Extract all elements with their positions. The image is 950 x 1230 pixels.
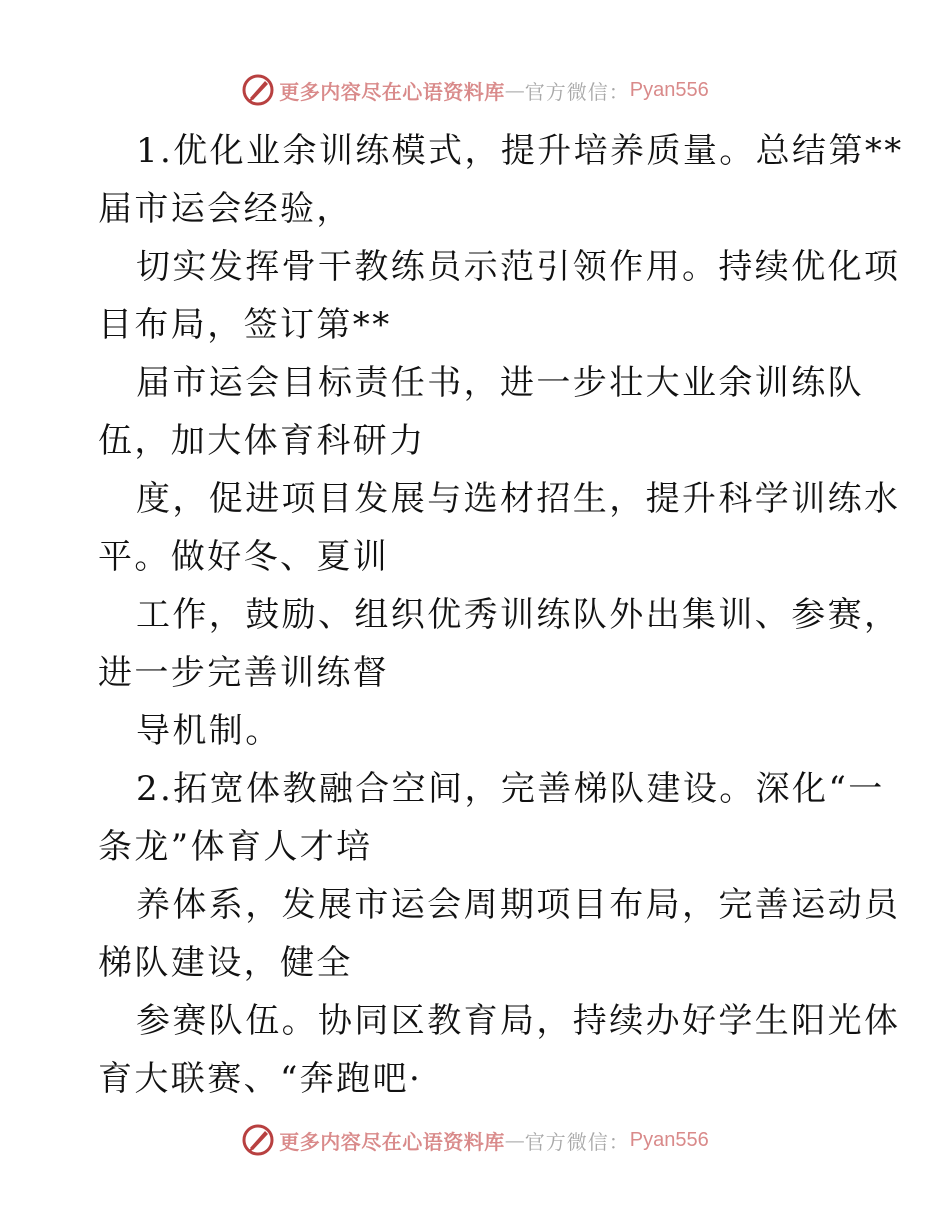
quill-logo-icon [241,73,275,107]
text-line: 目布局，签订第** [98,305,392,345]
watermark-wechat-id: Pyan556 [629,78,709,101]
text-line: 届市运会经验， [98,189,353,229]
watermark-header [0,70,950,110]
watermark-wechat-id: Pyan556 [629,1128,709,1151]
text-line: 2.拓宽体教融合空间，完善梯队建设。深化“一 [136,769,885,809]
document-body [98,122,904,1108]
text-line: 届市运会目标责任书，进一步壮大业余训练队 [136,363,864,403]
text-line: 条龙”体育人才培 [98,827,373,867]
text-line: 梯队建设，健全 [98,943,353,983]
watermark-footer [0,1120,950,1160]
text-line: 1.优化业余训练模式，提升培养质量。总结第** [136,131,904,171]
text-line: 平。做好冬、夏训 [98,537,390,577]
text-line: 伍，加大体育科研力 [98,421,426,461]
quill-logo-icon [241,1123,275,1157]
text-line: 工作，鼓励、组织优秀训练队外出集训、参赛， [136,595,901,635]
watermark-official-label: 官方微信： [524,1129,630,1154]
text-line: 进一步完善训练督 [98,653,390,693]
text-line: 养体系，发展市运会周期项目布局，完善运动员 [136,885,901,925]
watermark-dash: — [504,78,525,102]
text-line: 参赛队伍。协同区教育局，持续办好学生阳光体 [136,1001,901,1041]
text-line: 育大联赛、“奔跑吧· [98,1059,423,1099]
watermark-main-text: 更多内容尽在心语资料库 [279,79,505,104]
watermark-dash: — [504,1128,525,1152]
text-line: 导机制。 [136,711,282,751]
text-line: 度，促进项目发展与选材招生，提升科学训练水 [136,479,901,519]
watermark-main-text: 更多内容尽在心语资料库 [279,1129,505,1154]
text-line: 切实发挥骨干教练员示范引领作用。持续优化项 [136,247,901,287]
watermark-official-label: 官方微信： [524,79,630,104]
